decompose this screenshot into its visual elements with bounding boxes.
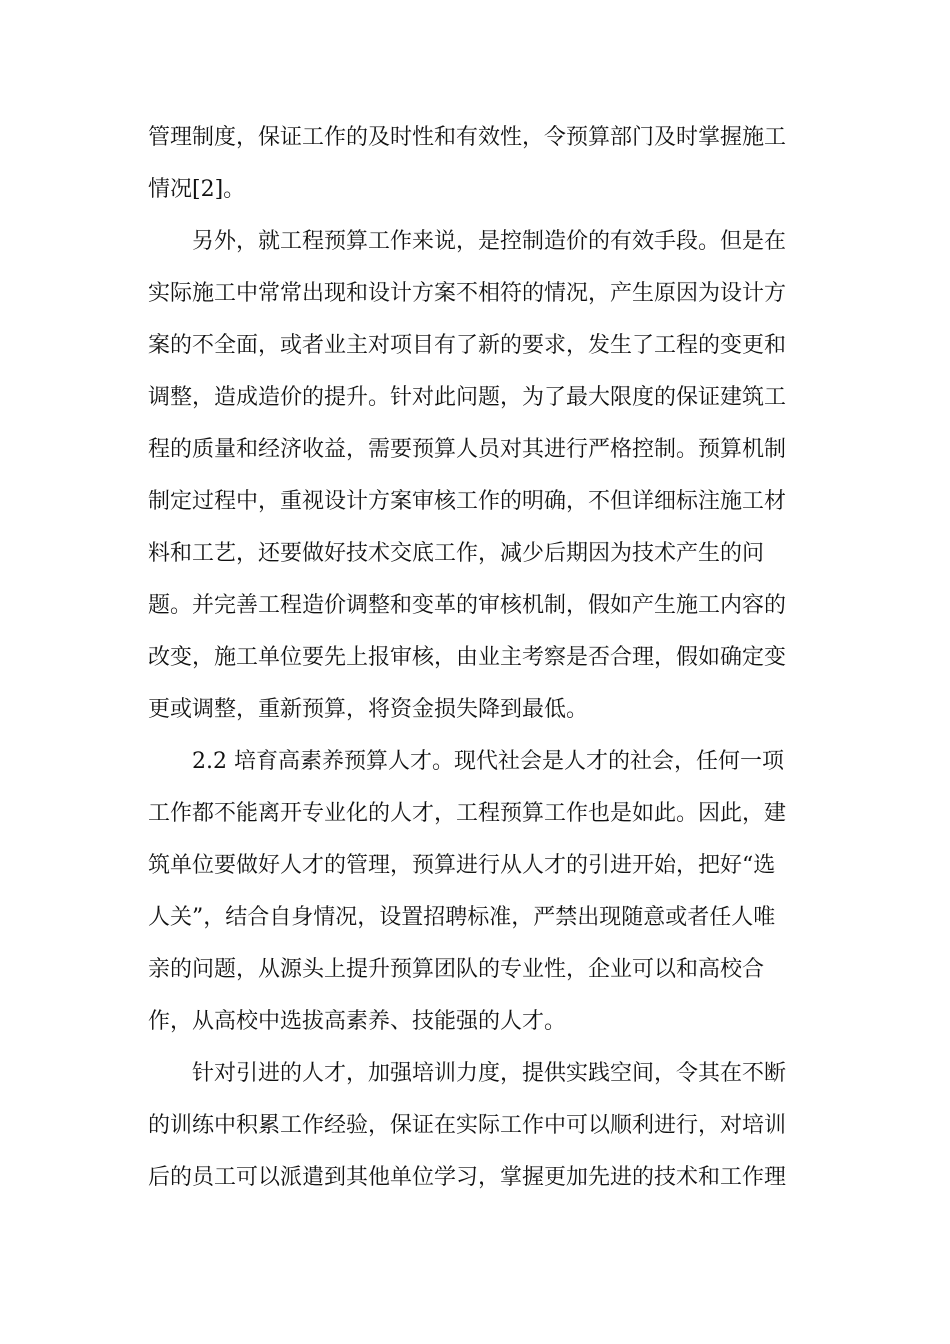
text-line: 管理制度，保证工作的及时性和有效性，令预算部门及时掌握施工 [148, 125, 787, 150]
text-line: 料和工艺，还要做好技术交底工作，减少后期因为技术产生的问 [148, 541, 765, 566]
text-line: 改变，施工单位要先上报审核，由业主考察是否合理，假如确定变 [148, 645, 787, 670]
text-line: 的训练中积累工作经验，保证在实际工作中可以顺利进行，对培训 [148, 1113, 787, 1138]
paragraph-start-line: 另外，就工程预算工作来说，是控制造价的有效手段。但是在 [192, 229, 787, 254]
text-line: 制定过程中，重视设计方案审核工作的明确，不但详细标注施工材 [148, 489, 787, 514]
section-heading-line: 2.2 培育高素养预算人才。现代社会是人才的社会，任何一项 [192, 749, 784, 774]
paragraph-start-line: 针对引进的人才，加强培训力度，提供实践空间，令其在不断 [192, 1061, 787, 1086]
text-line: 作，从高校中选拔高素养、技能强的人才。 [148, 1009, 567, 1034]
text-line: 亲的问题，从源头上提升预算团队的专业性，企业可以和高校合 [148, 957, 765, 982]
text-line: 工作都不能离开专业化的人才，工程预算工作也是如此。因此，建 [148, 801, 787, 826]
text-line: 程的质量和经济收益，需要预算人员对其进行严格控制。预算机制 [148, 437, 787, 462]
text-line: 后的员工可以派遣到其他单位学习，掌握更加先进的技术和工作理 [148, 1165, 787, 1190]
text-line: 实际施工中常常出现和设计方案不相符的情况，产生原因为设计方 [148, 281, 787, 306]
text-line: 情况[2]。 [148, 177, 246, 202]
text-line: 筑单位要做好人才的管理，预算进行从人才的引进开始，把好“选 [148, 853, 776, 878]
text-line: 案的不全面，或者业主对项目有了新的要求，发生了工程的变更和 [148, 333, 787, 358]
text-line: 更或调整，重新预算，将资金损失降到最低。 [148, 697, 589, 722]
text-line: 题。并完善工程造价调整和变革的审核机制，假如产生施工内容的 [148, 593, 787, 618]
body-text [148, 112, 808, 1204]
text-line: 人关”，结合自身情况，设置招聘标准，严禁出现随意或者任人唯 [148, 905, 776, 930]
text-line: 调整，造成造价的提升。针对此问题，为了最大限度的保证建筑工 [148, 385, 787, 410]
